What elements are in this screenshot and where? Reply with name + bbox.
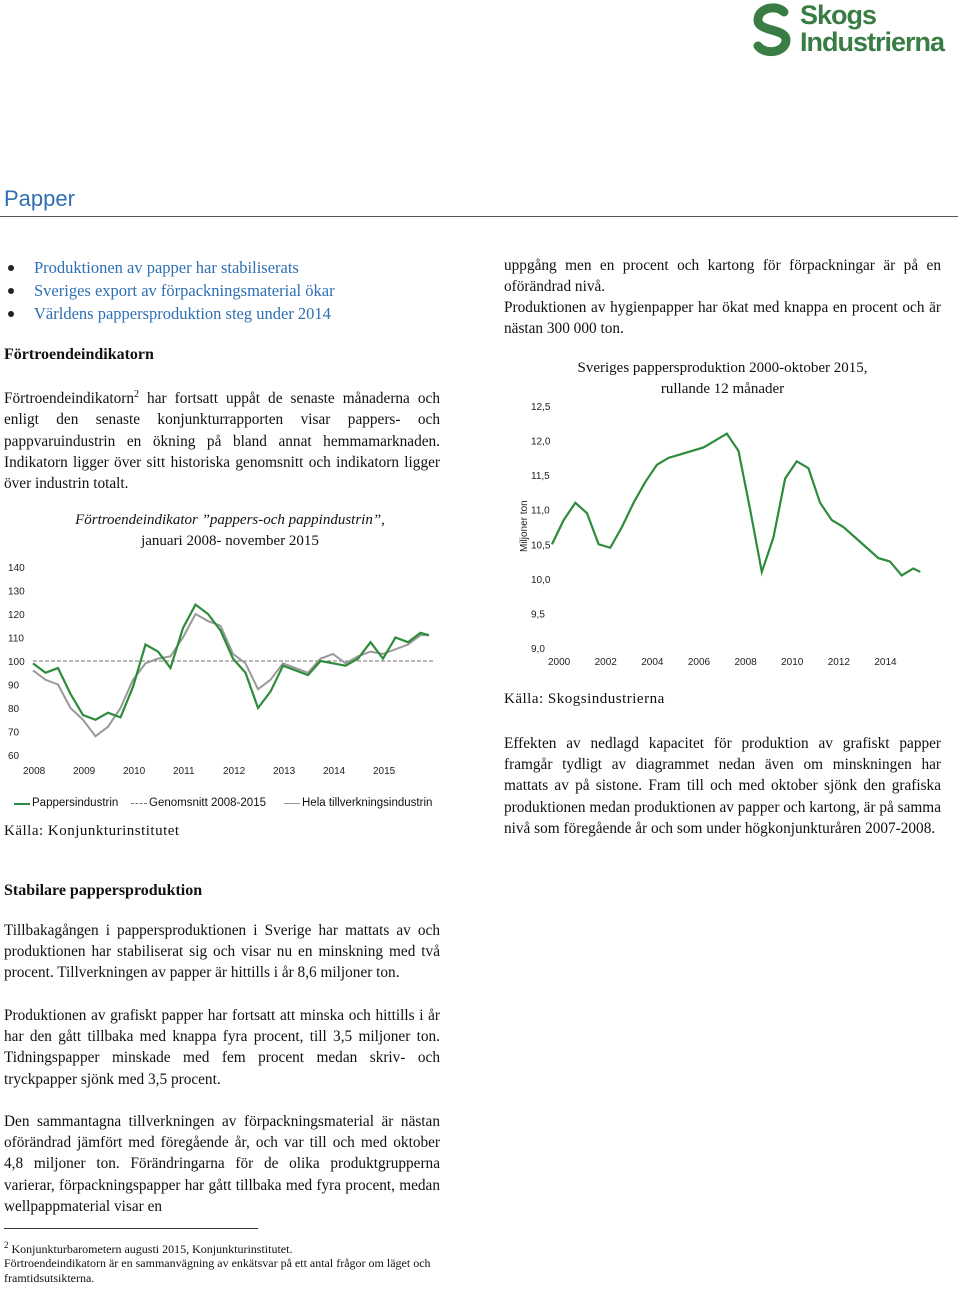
chart2-ylabel: Miljoner ton	[519, 500, 530, 552]
chart1-ytick-label: 70	[8, 727, 20, 739]
chart1-xtick-label: 2009	[73, 766, 96, 777]
legend-average: Genomsnitt 2008-2015	[149, 797, 266, 809]
footnote-line2: Förtroendeindikatorn är en sammanvägning av enkätsvar på ett antal frågor om läget och framtidsutsikterna.	[4, 1256, 431, 1285]
chart2-xtick-label: 2004	[641, 657, 664, 668]
legend-swatch-average	[131, 803, 147, 804]
chart1-ytick-label: 60	[8, 751, 20, 762]
chart2-ytick-label: 10,0	[531, 574, 551, 586]
indicator-rest: har fortsatt uppåt de senaste månaderna och enligt den senaste konjunkturrapporten visar pappers- och pappvaruindustrin en ökning på bland annat hemmamarknaden. Indikatorn ligger över sitt historiska genomsnitt och indikatorn ligger över industrin totalt.	[4, 390, 440, 492]
legend-industry: Hela tillverkningsindustrin	[302, 797, 433, 809]
chart1-xtick-label: 2012	[223, 766, 246, 777]
logo-line2: Industrierna	[800, 27, 945, 57]
logo-line1: Skogs	[800, 0, 877, 30]
chart1-ytick-label: 140	[8, 563, 25, 574]
chart1-title	[20, 510, 440, 552]
chart2-source: Källa: Skogsindustrierna	[504, 691, 665, 707]
chart2-xtick-label: 2012	[827, 657, 850, 668]
chart1-source: Källa: Konjunkturinstitutet	[4, 823, 180, 839]
chart2-title-line2: rullande 12 månader	[660, 381, 785, 397]
chart2-xtick-label: 2002	[594, 657, 617, 668]
legend-swatch-paper	[14, 803, 30, 805]
chart1-xtick-label: 2015	[373, 766, 396, 777]
chart2-xtick-label: 2000	[548, 657, 571, 668]
legend-swatch-industry	[284, 803, 300, 804]
chart1-ytick-label: 90	[8, 680, 20, 692]
chart1-xtick-label: 2010	[123, 766, 146, 777]
bullet-item: Sveriges export av förpackningsmaterial ökar	[6, 279, 335, 302]
chart2-ytick-label: 11,5	[531, 471, 550, 483]
chart1-xtick-label: 2013	[273, 766, 296, 777]
production-paragraph-3: Den sammantagna tillverkningen av förpackningsmaterial är nästan oförändrad jämfört med föregående år, och var till och med oktober 4,8 miljoner ton. Förändringarna för de olika produktgrupperna varierar, förpackningspapper har gått tillbaka med fyra procent, medan wellpappmaterial visar en	[4, 1113, 440, 1215]
chart1-ytick-label: 130	[8, 586, 25, 598]
chart2-ytick-label: 12,5	[531, 402, 551, 413]
footnote-divider	[4, 1228, 258, 1229]
chart2-series-production	[552, 434, 920, 576]
chart2-ytick-label: 10,5	[531, 540, 551, 552]
logo	[746, 2, 958, 58]
chart1-series-paper	[33, 605, 429, 720]
footnote-ref: 2	[134, 389, 139, 400]
chart1-xtick-label: 2008	[23, 766, 46, 777]
chart2-xtick-label: 2006	[687, 657, 711, 668]
chart2-ytick-label: 11,0	[531, 505, 550, 517]
legend-paper: Pappersindustrin	[32, 797, 119, 809]
title-divider	[0, 216, 958, 217]
chart2-ytick-label: 12,0	[531, 436, 551, 448]
indicator-lead: Förtroendeindikatorn	[4, 390, 134, 408]
chart2-title-line1: Sveriges pappersproduktion 2000-oktober 2015,	[577, 360, 868, 376]
col2-paragraph-1: uppgång men en procent och kartong för förpackningar är på en oförändrad nivå.	[504, 257, 941, 296]
footnote-text1: Konjunkturbarometern augusti 2015, Konjunkturinstitutet.	[11, 1242, 293, 1256]
chart1-plot	[0, 555, 450, 795]
logo-mark-icon	[746, 2, 802, 58]
chart2-ytick-label: 9,5	[531, 609, 545, 621]
chart1-ytick-label: 120	[8, 610, 25, 621]
chart1-xtick-label: 2011	[173, 766, 195, 777]
chart1-title-line2: januari 2008- november 2015	[141, 533, 319, 549]
page-title: Papper	[4, 186, 75, 211]
chart2-xtick-label: 2008	[734, 657, 757, 668]
chart1-ytick-label: 80	[8, 704, 20, 715]
chart2-plot	[500, 390, 940, 675]
indicator-paragraph	[4, 384, 440, 494]
bullet-item: Produktionen av papper har stabiliserats	[6, 256, 335, 279]
bullet-item: Världens pappersproduktion steg under 2014	[6, 302, 335, 325]
chart1-xtick-label: 2014	[323, 766, 346, 777]
production-paragraph-2: Produktionen av grafiskt papper har fortsatt att minska och hittills i år har den gått tillbaka med knappa fyra procent, till 3,5 miljoner ton. Tidningspapper minskade med fem procent medan skriv- och tryckpapper sjönk med 3,5 procent.	[4, 1007, 440, 1088]
production-paragraph-1: Tillbakagången i pappersproduktionen i Sverige har mattats av och produktionen har stabiliserat sig och visar nu en minskning med två procent. Tillverkningen av papper är hittills i år 8,6 miljoner ton.	[4, 922, 440, 982]
chart1-title-line1: Förtroendeindikator ”pappers-och pappindustrin”,	[75, 512, 385, 528]
chart1-ytick-label: 100	[8, 657, 25, 668]
chart1-ytick-label: 110	[8, 633, 24, 645]
chart2-xtick-label: 2010	[781, 657, 804, 668]
col2-paragraph-2: Produktionen av hygienpapper har ökat med knappa en procent och är nästan 300 000 ton.	[504, 299, 941, 338]
footnote-line1	[4, 1238, 292, 1257]
section-heading-production: Stabilare pappersproduktion	[4, 882, 203, 899]
col2-paragraph-3: Effekten av nedlagd kapacitet för produktion av grafiskt papper framgår tydligt av diagrammet nedan även om minskningen har mattats av på sistone. Fram till och med oktober sjönk den grafiska produktionen medan produktionen av papper och kartong, är på samma nivå som föregående år och som under högkonjunkturåren 2007-2008.	[504, 735, 941, 837]
summary-bullets	[6, 256, 335, 325]
chart2-ytick-label: 9,0	[531, 644, 545, 655]
footnote-number: 2	[4, 1240, 9, 1250]
section-heading-indicator: Förtroendeindikatorn	[4, 346, 154, 363]
chart2-xtick-label: 2014	[874, 657, 897, 668]
